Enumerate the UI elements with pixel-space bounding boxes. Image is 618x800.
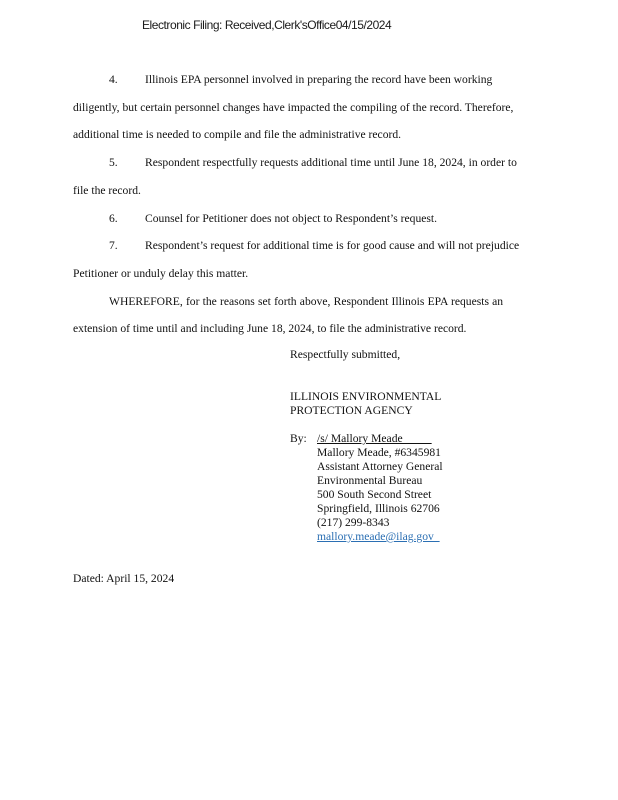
paragraph-text: Counsel for Petitioner does not object to Respondent’s request. (145, 211, 438, 225)
phone-number: (217) 299-8343 (317, 516, 390, 529)
paragraph-text: Respondent respectfully requests additional time until June 18, 2024, in order to (145, 156, 517, 170)
paragraph-line: Petitioner or unduly delay this matter. (73, 266, 249, 280)
signer-row (290, 432, 443, 544)
paragraph-number: 6. (109, 211, 118, 225)
closing: Respectfully submitted, (290, 348, 401, 361)
agency-name: ILLINOIS ENVIRONMENTAL (290, 390, 442, 403)
address-line: Springfield, Illinois 62706 (317, 502, 440, 515)
paragraph-6 (73, 205, 541, 233)
document-body (73, 66, 541, 343)
paragraph-number: 4. (109, 73, 118, 86)
signature-block (290, 348, 443, 544)
by-label: By: (290, 432, 307, 445)
paragraph-5 (73, 149, 541, 177)
wherefore-line: extension of time until and including June 18, 2024, to file the administrative record. (73, 322, 467, 336)
filing-stamp: Electronic Filing: Received,Clerk'sOffice04/15/2024 (142, 18, 392, 32)
dated-line: Dated: April 15, 2024 (73, 572, 175, 585)
address-line: 500 South Second Street (317, 488, 432, 501)
electronic-signature: /s/ Mallory Meade (317, 432, 432, 445)
paragraph-number: 7. (109, 239, 118, 253)
paragraph-text: Illinois EPA personnel involved in preparing the record have been working (145, 73, 493, 86)
bureau: Environmental Bureau (317, 474, 423, 487)
email-link[interactable]: mallory.meade@ilag.gov (317, 530, 440, 543)
paragraph-line: diligently, but certain personnel changes have impacted the compiling of the record. Therefore, (73, 100, 514, 114)
paragraph-7 (73, 232, 541, 260)
wherefore-clause (73, 288, 541, 316)
paragraph-line: file the record. (73, 183, 141, 197)
signer-name: Mallory Meade, #6345981 (317, 446, 441, 459)
paragraph-4 (73, 66, 541, 94)
agency-name: PROTECTION AGENCY (290, 404, 413, 417)
wherefore-text: WHEREFORE, for the reasons set forth above, Respondent Illinois EPA requests an (109, 294, 504, 308)
paragraph-number: 5. (109, 156, 118, 170)
signer-title: Assistant Attorney General (317, 460, 443, 473)
paragraph-line: additional time is needed to compile and file the administrative record. (73, 128, 402, 142)
paragraph-text: Respondent’s request for additional time is for good cause and will not prejudice (145, 239, 520, 253)
